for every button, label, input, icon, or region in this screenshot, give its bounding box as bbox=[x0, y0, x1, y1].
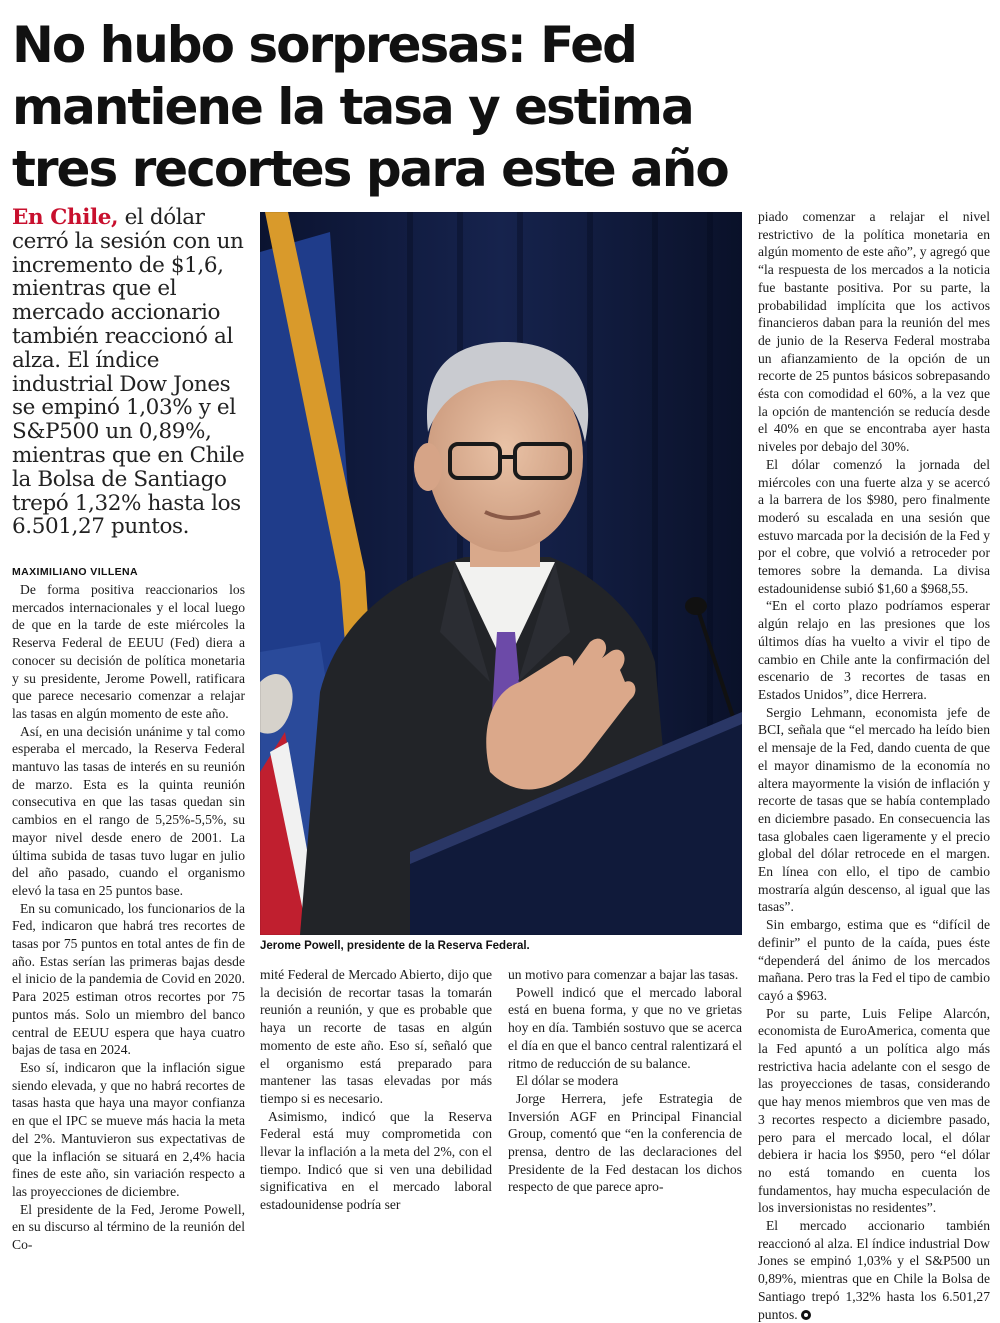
article-column-2 bbox=[260, 966, 492, 1214]
body-paragraph: El dólar comenzó la jornada del miércoles con una fuerte alza y se acercó a la barrera de los $980, pero finalmente moderó su escalada en una sesión que estuvo marcada por la decisión de la Fed y por el cobre, que volvió a retroceder por temores sobre la demanda. La divisa estadounidense subió $1,60 a $968,55. bbox=[758, 456, 990, 596]
body-paragraph: piado comenzar a relajar el nivel restrictivo de la política monetaria en algún momento de este año”, y agregó que “la respuesta de los mercados a la noticia fue bastante positiva. Por su parte, la probabilidad implícita que los activos financieros daban para la reunión del mes de junio de la Reserva Federal mostraba un afianzamiento de la opción de un recorte de 25 puntos básicos sobrepasando ésta con comodidad el 60%, a la vez que la opción de mantención se reducía desde el 40% en que se encontraba ayer hasta niveles por debajo del 30%. bbox=[758, 209, 990, 455]
body-paragraph: Asimismo, indicó que la Reserva Federal está muy comprometida con llevar la inflación a la meta del 2%, con el tiempo. Indicó que si ven una debilidad significativa en el mercado laboral estadounidense podría ser bbox=[260, 1108, 492, 1213]
body-paragraph: Jorge Herrera, jefe Estrategia de Inversión AGF en Principal Financial Group, comentó que “en la conferencia de prensa, dentro de las declaraciones del Presidente de la Fed destacan los dichos respecto de que parece apro- bbox=[508, 1090, 742, 1195]
byline: MAXIMILIANO VILLENA bbox=[12, 566, 139, 578]
lede-text: el dólar cerró la sesión con un incremento de $1,6, mientras que el mercado accionario también reaccionó al alza. El índice industrial Dow Jones se empinó 1,03% y el S&P500 un 0,89%, mientras que en Chile la Bolsa de Santiago trepó 1,32% hasta los 6.501,27 puntos. bbox=[12, 205, 245, 540]
article-column-1 bbox=[12, 581, 245, 1254]
subheading: El dólar se modera bbox=[516, 1073, 619, 1089]
photo-jerome-powell bbox=[260, 212, 742, 935]
end-of-article-icon bbox=[801, 1310, 811, 1320]
lede-kicker: En Chile, bbox=[12, 205, 119, 230]
body-paragraph: Eso sí, indicaron que la inflación sigue siendo elevada, y que no habrá recortes de tasas hasta que haya una mayor confianza en que el IPC se mueve más hacia la meta del 2%. Mantuvieron sus expectativas de que la inflación se situará en 2,4% hacia fines de este año, sin variación respecto a las proyecciones de diciembre. bbox=[12, 1059, 245, 1199]
body-paragraph: Por su parte, Luis Felipe Alarcón, economista de EuroAmerica, comenta que la Fed apuntó a un política algo más restrictiva hacia adelante con el sesgo de las proyecciones de tasas, considerando que hay menos miembros que ven mas de 3 recortes respecto a diciembre pasado, pero para el mercado local, el dólar debiera ir hacia los $950, pero “el dólar no está tomando en cuenta los fundamentos, hay mucha especulación de los inversionistas no residentes”. bbox=[758, 1005, 990, 1216]
body-paragraph: mité Federal de Mercado Abierto, dijo que la decisión de recortar tasas la tomarán reunión a reunión, y que es probable que haya un recorte de tasas en algún momento de este año. Eso sí, señaló que el organismo está preparado para mantener las tasas elevadas por más tiempo si es necesario. bbox=[260, 967, 492, 1106]
photo-caption: Jerome Powell, presidente de la Reserva Federal. bbox=[260, 940, 530, 952]
body-paragraph bbox=[758, 1217, 990, 1323]
body-paragraph: El presidente de la Fed, Jerome Powell, en su discurso al término de la reunión del Co- bbox=[12, 1201, 245, 1253]
body-paragraph: Powell indicó que el mercado laboral está en buena forma, y que no ve grietas hoy en día. También sostuvo que se acerca el día en que el banco central ralentizará el ritmo de reducción de su balance. bbox=[508, 984, 742, 1071]
article-column-3 bbox=[508, 966, 742, 1196]
body-paragraph: Sergio Lehmann, economista jefe de BCI, señala que “el mercado ha leído bien el mensaje de la Fed, dando cuenta de que el mayor dinamismo de la economía no altera mayormente la visión de inflación y recorte de tasas que se había contemplado en diciembre pasado. En consecuencia las tasa globales caen ligeramente y el precio global del dólar retrocede en el margen. En línea con ello, el tipo de cambio mostraría algún descenso, al igual que las tasas”. bbox=[758, 704, 990, 915]
article-column-4 bbox=[758, 208, 990, 1323]
lede-paragraph bbox=[12, 206, 250, 539]
body-paragraph: Así, en una decisión unánime y tal como esperaba el mercado, la Reserva Federal mantuvo las tasas de interés en su reunión de marzo. Esta es la quinta reunión consecutiva en que las tasas quedan sin cambios en el rango de 5,25%-5,5%, su mayor nivel desde enero de 2001. La última subida de tasas tuvo lugar en julio del año pasado, cuando el organismo elevó la tasa en 25 puntos base. bbox=[12, 723, 245, 898]
body-paragraph: “En el corto plazo podríamos esperar algún relajo en las presiones que los últimos días ha vuelto a vivir el tipo de cambio en Chile ante la confirmación del escenario de 3 recortes de tasas en Estados Unidos”, dice Herrera. bbox=[758, 598, 990, 702]
headline: No hubo sorpresas: Fed mantiene la tasa y estima tres recortes para este año bbox=[12, 16, 728, 198]
body-paragraph: De forma positiva reaccionarios los mercados internacionales y el local luego de que en la tarde de este miércoles la Reserva Federal de EEUU (Fed) diera a conocer su decisión de política monetaria y su presidente, Jerome Powell, ratificara que parece necesario comenzar a relajar las tasas en algún momento de este año. bbox=[12, 582, 245, 721]
body-paragraph: Sin embargo, estima que es “difícil de definir” el punto de la caída, pues éste “dependerá del ánimo de los mercados mañana. Pero tras la Fed el tipo de cambio cayó a $963. bbox=[758, 917, 990, 1003]
closing-text: El mercado accionario también reaccionó al alza. El índice industrial Dow Jones se empinó 1,03% y el S&P500 un 0,89%, mientras que en Chile la Bolsa de Santiago trepó 1,32% hasta los 6.501,27 puntos. bbox=[758, 1218, 990, 1322]
body-paragraph: un motivo para comenzar a bajar las tasas. bbox=[508, 967, 739, 982]
body-paragraph: En su comunicado, los funcionarios de la Fed, indicaron que habrá tres recortes de tasas por 75 puntos en total antes de fin de año. Estas serían las primeras bajas desde el inicio de la pandemia de Covid en 2020. Para 2025 estiman otros recortes por 75 puntos más. Solo un miembro del banco central de EEUU espera que haya cuatro bajas de tasa en 2024. bbox=[12, 900, 245, 1058]
